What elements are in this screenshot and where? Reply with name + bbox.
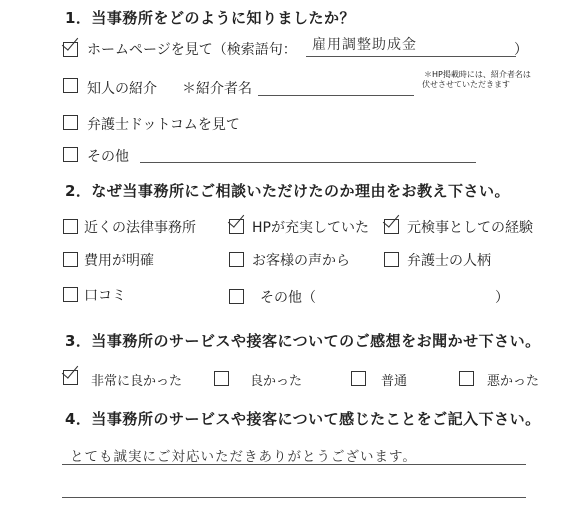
q2-option-checkbox[interactable] (384, 219, 399, 234)
q2-other-close: ） (495, 290, 509, 306)
q3-option-checkbox[interactable] (351, 371, 366, 386)
q1-other-field[interactable] (140, 162, 476, 163)
q4-answer-line-2 (62, 497, 526, 498)
q1-referrer-name-field[interactable] (258, 95, 414, 96)
q2-option-checkbox[interactable] (229, 289, 244, 304)
q3-option-label: 普通 (381, 374, 408, 389)
q2-title: 2．なぜ当事務所にご相談いただけたのか理由をお教え下さい。 (65, 182, 510, 200)
q1-referral-label: 知人の紹介 (87, 81, 157, 97)
q1-search-term-line (306, 56, 516, 57)
q1-other-checkbox[interactable] (63, 147, 78, 162)
q2-option-label: 弁護士の人柄 (407, 253, 491, 269)
q1-referral-note-1: ＊HP掲載時には、紹介者名は (424, 70, 531, 79)
q2-option-label: お客様の声から (252, 253, 350, 269)
q1-homepage-checkbox[interactable] (63, 42, 78, 57)
q2-option-checkbox[interactable] (384, 252, 399, 267)
q1-referral-note-2: 伏せさせていただきます (422, 80, 510, 89)
q3-option-checkbox[interactable] (459, 371, 474, 386)
q4-title: 4．当事務所のサービスや接客について感じたことをご記入下さい。 (65, 410, 541, 428)
q4-answer-line-1 (62, 464, 526, 465)
q2-option-label: 元検事としての経験 (407, 220, 533, 236)
q3-option-checkbox[interactable] (214, 371, 229, 386)
q1-referrer-name-label: ＊紹介者名 (182, 81, 252, 97)
q4-answer-text[interactable]: とても誠実にご対応いただきありがとうございます。 (70, 449, 417, 465)
q1-referral-checkbox[interactable] (63, 78, 78, 93)
q3-option-label: 非常に良かった (91, 374, 183, 389)
q2-option-label: 口コミ (84, 288, 126, 304)
q1-homepage-label: ホームページを見て（検索語句： (87, 42, 297, 58)
q2-option-checkbox[interactable] (63, 252, 78, 267)
q3-option-label: 悪かった (487, 374, 540, 389)
q2-option-checkbox[interactable] (229, 219, 244, 234)
q2-option-checkbox[interactable] (229, 252, 244, 267)
q2-option-checkbox[interactable] (63, 287, 78, 302)
q2-option-checkbox[interactable] (63, 219, 78, 234)
q1-bengoshi-dotcom-checkbox[interactable] (63, 115, 78, 130)
q1-title: 1．当事務所をどのように知りましたか？ (65, 9, 355, 27)
q1-search-term[interactable]: 雇用調整助成金 (312, 37, 417, 53)
q2-option-label: 費用が明確 (84, 253, 154, 269)
q3-option-checkbox[interactable] (63, 370, 78, 385)
q2-other-label: その他（ (260, 290, 316, 306)
q1-bengoshi-dotcom-label: 弁護士ドットコムを見て (87, 117, 240, 133)
q1-homepage-close: ） (514, 42, 528, 58)
q3-option-label: 良かった (250, 374, 303, 389)
q2-option-label: HPが充実していた (252, 220, 369, 236)
q2-option-label: 近くの法律事務所 (84, 220, 196, 236)
q3-title: 3．当事務所のサービスや接客についてのご感想をお聞かせ下さい。 (65, 332, 541, 350)
q1-other-label: その他 (87, 149, 129, 165)
